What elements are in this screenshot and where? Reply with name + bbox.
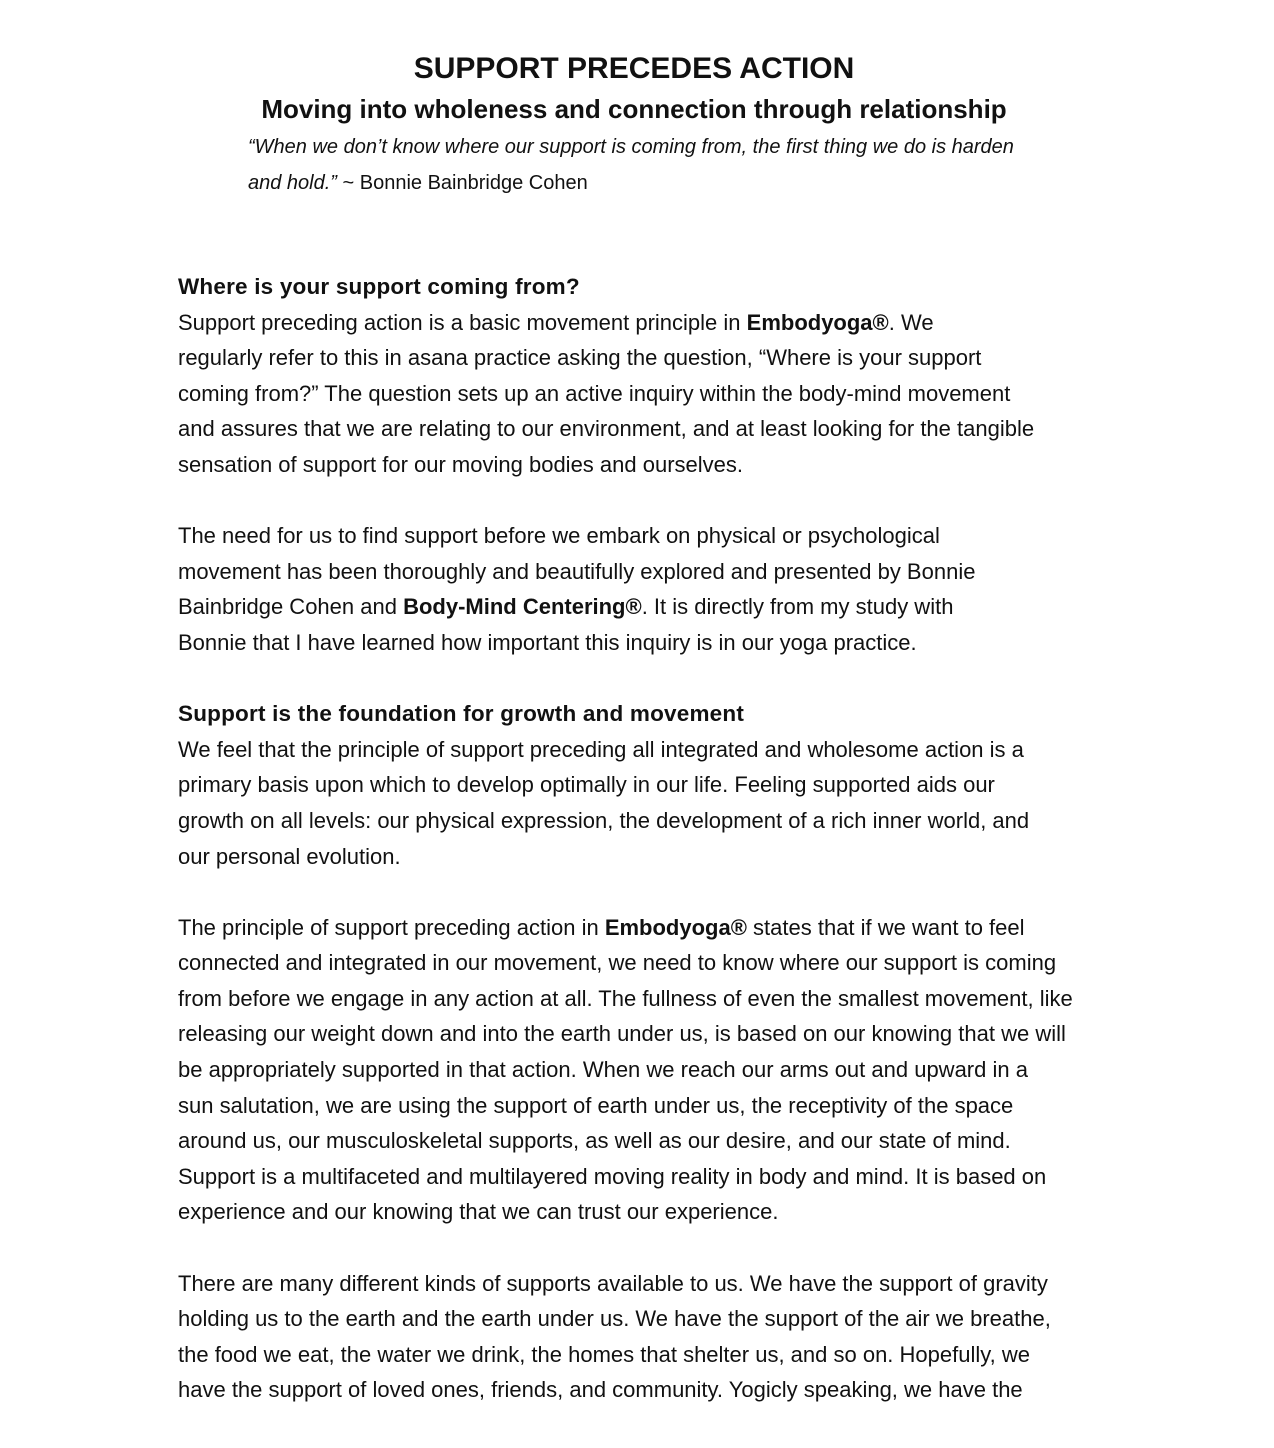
text-line	[178, 554, 1178, 590]
text-line	[178, 340, 1178, 376]
text-line	[178, 1372, 1178, 1408]
text-segment: states that if we want to feel	[746, 914, 1025, 940]
section-heading	[178, 269, 1178, 305]
text-line	[178, 1266, 1178, 1302]
text-line	[178, 1337, 1178, 1373]
text-segment: primary basis upon which to develop optimally in our life. Feeling supported aids our	[178, 772, 995, 798]
text-segment: releasing our weight down and into the earth under us, is based on our knowing that we will	[178, 1021, 1066, 1047]
text-segment: . It is directly from my study with	[641, 594, 954, 620]
text-segment: around us, our musculoskeletal supports, as well as our desire, and our state of mind.	[178, 1128, 1011, 1154]
text-line	[178, 1052, 1178, 1088]
bold-term: Embodyoga®	[604, 914, 747, 940]
document-body	[178, 269, 1178, 1408]
text-segment: Where is your support coming from?	[178, 274, 580, 299]
text-segment: from before we engage in any action at all. The fullness of even the smallest movement, like	[178, 985, 1073, 1011]
blank-line	[178, 661, 1178, 697]
text-line	[178, 945, 1178, 981]
text-line	[178, 1088, 1178, 1124]
text-segment: the food we eat, the water we drink, the homes that shelter us, and so on. Hopefully, we	[178, 1341, 1030, 1367]
text-segment: There are many different kinds of supports available to us. We have the support of gravity	[178, 1270, 1048, 1296]
text-segment: Support preceding action is a basic movement principle in	[178, 309, 747, 335]
text-segment: coming from?” The question sets up an active inquiry within the body-mind movement	[178, 380, 1011, 406]
text-segment: holding us to the earth and the earth under us. We have the support of the air we breathe,	[178, 1306, 1051, 1332]
text-line	[178, 305, 1178, 341]
text-line	[178, 839, 1178, 875]
text-line	[178, 767, 1178, 803]
text-segment: have the support of loved ones, friends, and community. Yogicly speaking, we have the	[178, 1377, 1023, 1403]
text-segment: growth on all levels: our physical expression, the development of a rich inner world, and	[178, 807, 1030, 833]
text-segment: The principle of support preceding action in	[178, 914, 605, 940]
text-segment: . We	[888, 309, 934, 335]
text-segment: sensation of support for our moving bodies and ourselves.	[178, 451, 743, 477]
text-segment: sun salutation, we are using the support of earth under us, the receptivity of the space	[178, 1092, 1014, 1118]
text-segment: Support is a multifaceted and multilayered moving reality in body and mind. It is based on	[178, 1163, 1047, 1189]
text-line	[178, 447, 1178, 483]
blank-line	[178, 1230, 1178, 1266]
text-segment: regularly refer to this in asana practice asking the question, “Where is your support	[178, 345, 982, 371]
quote-attribution: ~ Bonnie Bainbridge Cohen	[336, 172, 588, 194]
text-segment: experience and our knowing that we can trust our experience.	[178, 1199, 779, 1225]
text-segment: The need for us to find support before we embark on physical or psychological	[178, 523, 940, 549]
bold-term: Embodyoga®	[746, 309, 889, 335]
blank-line	[178, 483, 1178, 519]
epigraph-quote	[248, 129, 1148, 201]
text-segment: Bainbridge Cohen and	[178, 594, 404, 620]
document-subtitle: Moving into wholeness and connection through relationship	[261, 94, 1007, 124]
text-line	[178, 1159, 1178, 1195]
text-line	[178, 803, 1178, 839]
text-segment: Bonnie that I have learned how important this inquiry is in our yoga practice.	[178, 629, 917, 655]
text-line	[178, 625, 1178, 661]
text-line	[178, 518, 1178, 554]
text-segment: We feel that the principle of support preceding all integrated and wholesome action is a	[178, 736, 1024, 762]
text-line	[178, 411, 1178, 447]
bold-term: Body-Mind Centering®	[403, 594, 642, 620]
text-segment: movement has been thoroughly and beautifully explored and presented by Bonnie	[178, 558, 976, 584]
text-line	[178, 376, 1178, 412]
document-title: SUPPORT PRECEDES ACTION	[413, 52, 855, 85]
text-line	[178, 1194, 1178, 1230]
text-segment: Support is the foundation for growth and movement	[178, 701, 745, 727]
quote-line-2: and hold.”	[248, 172, 337, 194]
section-heading	[178, 696, 1178, 732]
text-line	[178, 910, 1178, 946]
text-segment: be appropriately supported in that action. When we reach our arms out and upward in a	[178, 1057, 1028, 1083]
text-line	[178, 589, 1178, 625]
text-line	[178, 732, 1178, 768]
text-line	[178, 1016, 1178, 1052]
text-line	[178, 981, 1178, 1017]
text-segment: our personal evolution.	[178, 843, 401, 869]
text-segment: and assures that we are relating to our environment, and at least looking for the tangible	[178, 416, 1035, 442]
quote-line-1: “When we don’t know where our support is coming from, the first thing we do is harden	[248, 136, 1014, 158]
blank-line	[178, 874, 1178, 910]
text-line	[178, 1123, 1178, 1159]
text-line	[178, 1301, 1178, 1337]
text-segment: connected and integrated in our movement, we need to know where our support is coming	[178, 950, 1057, 976]
